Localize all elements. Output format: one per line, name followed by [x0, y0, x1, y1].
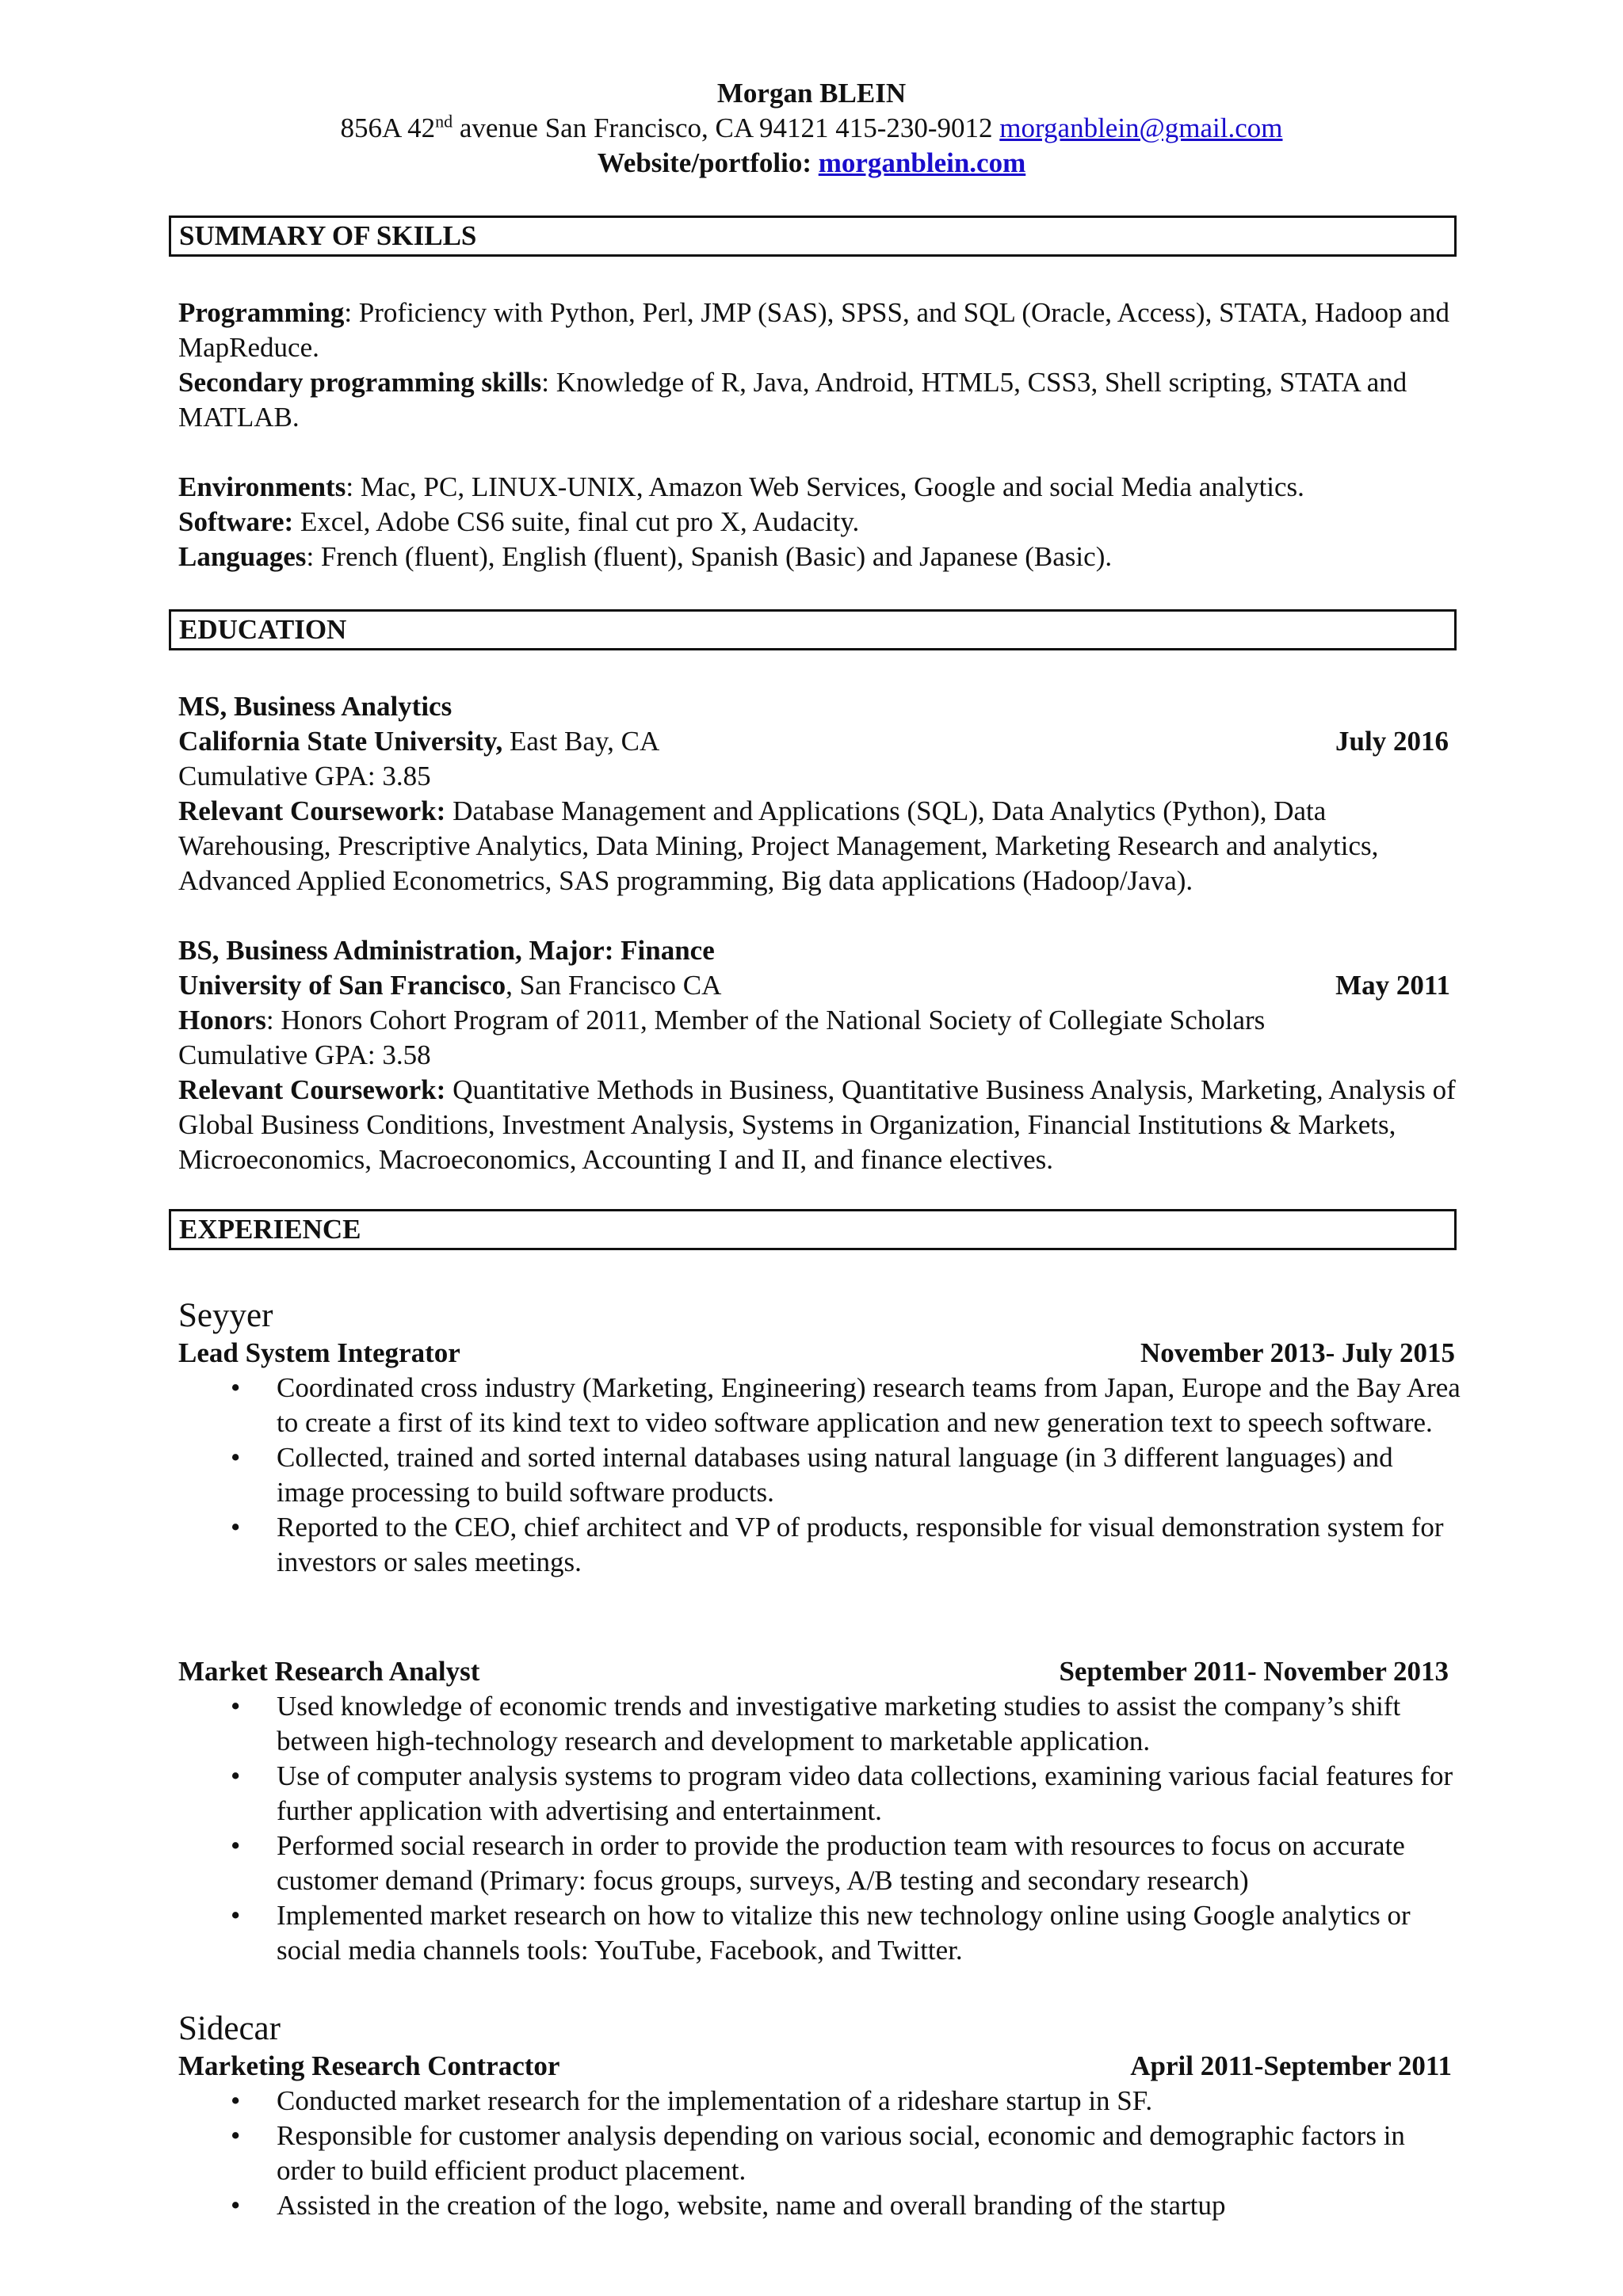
bs-coursework-label: Relevant Coursework:	[178, 1074, 446, 1105]
bs-date: May 2011	[1335, 970, 1450, 1001]
skills-languages	[178, 540, 1462, 574]
ms-degree: MS, Business Analytics	[178, 691, 453, 722]
bs-location: , San Francisco CA	[506, 970, 722, 1001]
secondary-text: : Knowledge of R, Java, Android, HTML5, CSS3, Shell scripting, STATA and MATLAB.	[178, 367, 1407, 433]
ms-school: California State University,	[178, 726, 503, 757]
candidate-name: Morgan BLEIN	[716, 78, 907, 109]
bs-degree: BS, Business Administration, Major: Finance	[178, 935, 715, 966]
environments-text: : Mac, PC, LINUX-UNIX, Amazon Web Services, Google and social Media analytics.	[346, 471, 1304, 502]
seyyer-role1-title: Lead System Integrator	[178, 1337, 460, 1368]
website-link[interactable]: morganblein.com	[818, 147, 1026, 178]
seyyer-role2-bullets	[178, 1689, 1462, 1968]
ms-date: July 2016	[1335, 726, 1449, 757]
list-item: • Coordinated cross industry (Marketing, Engineering) research teams from Japan, Europe and the Bay Area to create a first of its kind text to video software application and new generation text to speech software.	[178, 1371, 1462, 1440]
sidecar-role1-title: Marketing Research Contractor	[178, 2050, 560, 2081]
list-item: • Used knowledge of economic trends and investigative marketing studies to assist the company’s shift between high-technology research and development to marketable application.	[178, 1689, 1462, 1759]
website-line	[0, 146, 1623, 181]
email-link[interactable]: morganblein@gmail.com	[999, 113, 1283, 143]
website-label: Website/portfolio:	[597, 147, 819, 178]
seyyer-role2-title: Market Research Analyst	[178, 1656, 480, 1687]
bs-honors-text: : Honors Cohort Program of 2011, Member of the National Society of Collegiate Scholars	[265, 1005, 1266, 1035]
skills-programming	[178, 296, 1462, 365]
seyyer-role2-date: September 2011- November 2013	[1059, 1656, 1449, 1687]
programming-label: Programming	[178, 297, 345, 328]
ms-location: East Bay, CA	[502, 726, 660, 757]
environments-label: Environments	[178, 471, 346, 502]
bs-honors	[178, 1003, 1462, 1038]
list-item: • Reported to the CEO, chief architect and VP of products, responsible for visual demonstration system for investors or sales meetings.	[178, 1510, 1462, 1580]
languages-label: Languages	[178, 541, 307, 572]
address-prefix: 856A 42	[340, 113, 436, 143]
list-item: • Responsible for customer analysis depending on various social, economic and demographic factors in order to build efficient product placement.	[178, 2119, 1462, 2188]
ms-gpa: Cumulative GPA: 3.85	[178, 761, 431, 791]
skills-environments	[178, 470, 1462, 505]
languages-text: : French (fluent), English (fluent), Spanish (Basic) and Japanese (Basic).	[306, 541, 1113, 572]
sidecar-role1-date: April 2011-September 2011	[1130, 2050, 1452, 2081]
list-item: • Collected, trained and sorted internal databases using natural language (in 3 different languages) and image processing to build software products.	[178, 1440, 1462, 1510]
bs-school-line	[178, 968, 1462, 1003]
skills-secondary	[178, 365, 1462, 435]
secondary-label: Secondary programming skills	[178, 367, 542, 398]
section-header-education: EDUCATION	[169, 609, 1457, 650]
bs-coursework-text: Quantitative Methods in Business, Quantitative Business Analysis, Marketing, Analysis of Global Business Conditions, Investment Analysis, Systems in Organization, Financial Institutions & Markets, Microeconomics, Macroeconomics, Accounting I and II, and finance electives.	[178, 1074, 1456, 1175]
bs-coursework	[178, 1073, 1462, 1177]
ms-coursework-text: Database Management and Applications (SQL), Data Analytics (Python), Data Warehousing, Prescriptive Analytics, Data Mining, Project Management, Marketing Research and analytics, Advanced Applied Econometrics, SAS programming, Big data applications (Hadoop/Java).	[178, 795, 1379, 896]
seyyer-role1-bullets	[178, 1371, 1462, 1580]
ms-school-line	[178, 724, 1462, 759]
address-suffix: avenue San Francisco, CA 94121 415-230-9012	[453, 113, 1000, 143]
list-item: • Use of computer analysis systems to program video data collections, examining various facial features for further application with advertising and entertainment.	[178, 1759, 1462, 1829]
company-seyyer: Seyyer	[178, 1297, 273, 1334]
section-header-experience: EXPERIENCE	[169, 1209, 1457, 1250]
list-item: • Conducted market research for the implementation of a rideshare startup in SF.	[178, 2084, 1462, 2119]
list-item: • Performed social research in order to provide the production team with resources to focus on accurate customer demand (Primary: focus groups, surveys, A/B testing and secondary research)	[178, 1829, 1462, 1898]
company-sidecar: Sidecar	[178, 2010, 281, 2047]
software-label: Software:	[178, 506, 294, 537]
bs-gpa: Cumulative GPA: 3.58	[178, 1039, 431, 1070]
address-superscript: nd	[435, 111, 453, 132]
section-header-skills: SUMMARY OF SKILLS	[169, 215, 1457, 257]
software-text: Excel, Adobe CS6 suite, final cut pro X, Audacity.	[293, 506, 860, 537]
bs-honors-label: Honors	[178, 1005, 266, 1035]
sidecar-role1-bullets	[178, 2084, 1462, 2223]
ms-coursework	[178, 794, 1462, 898]
bs-school: University of San Francisco	[178, 970, 506, 1001]
programming-text: : Proficiency with Python, Perl, JMP (SAS), SPSS, and SQL (Oracle, Access), STATA, Hadoop and MapReduce.	[178, 297, 1449, 363]
list-item: • Implemented market research on how to vitalize this new technology online using Google analytics or social media channels tools: YouTube, Facebook, and Twitter.	[178, 1898, 1462, 1968]
seyyer-role1-date: November 2013- July 2015	[1140, 1337, 1455, 1368]
skills-software	[178, 505, 1462, 540]
contact-line	[0, 111, 1623, 146]
list-item: • Assisted in the creation of the logo, website, name and overall branding of the startup	[178, 2188, 1462, 2223]
ms-coursework-label: Relevant Coursework:	[178, 795, 446, 826]
